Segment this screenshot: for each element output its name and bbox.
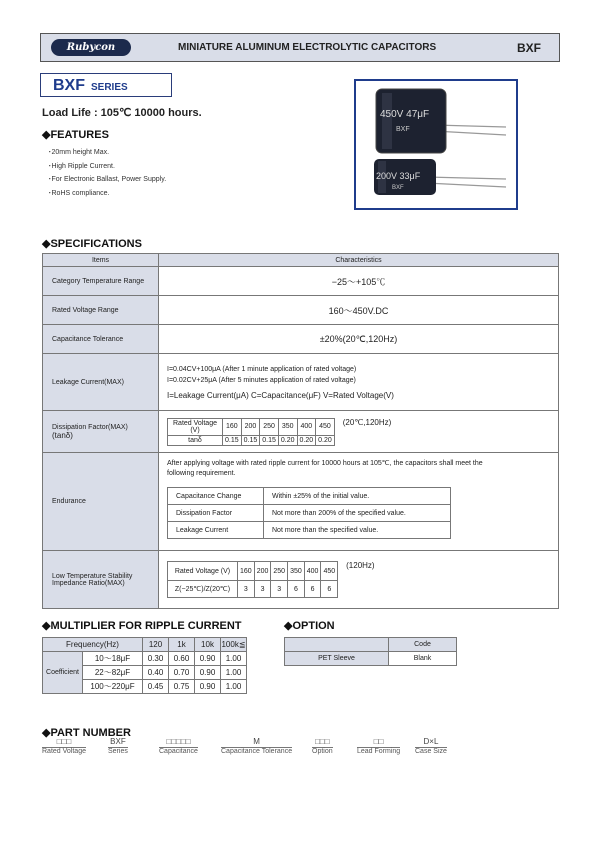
header-series-code: BXF	[517, 40, 541, 55]
cap1-series: BXF	[396, 126, 410, 133]
coefficient-value: 0.90	[195, 652, 221, 666]
cap2-label: 200V 33μF	[376, 171, 421, 181]
feature-item: ･High Ripple Current.	[48, 162, 115, 170]
capacitance-range: 22～82μF	[83, 666, 143, 680]
brand-logo: Rubycon	[51, 39, 131, 56]
lowtemp-label-2: Impedance Ratio(MAX)	[52, 579, 125, 587]
df-value-cell: 0.20	[316, 435, 335, 445]
lowtemp-value	[159, 551, 559, 609]
coefficient-value: 0.30	[143, 652, 169, 666]
endurance-label: Endurance	[43, 453, 159, 551]
df-value-cell: 0.15	[223, 435, 242, 445]
df-label-1: Dissipation Factor(MAX)	[52, 423, 128, 431]
tolerance-label: Capacitance Tolerance	[43, 325, 159, 354]
col-items: Items	[43, 254, 159, 267]
feature-item: ･RoHS compliance.	[48, 189, 110, 197]
endurance-param: Dissipation Factor	[168, 505, 264, 522]
temp-label: Category Temperature Range	[43, 267, 159, 296]
option-table	[284, 637, 457, 666]
frequency-label: Frequency(Hz)	[43, 638, 143, 652]
df-voltage: 250	[260, 418, 279, 435]
option-name: PET Sleeve	[285, 652, 389, 666]
frequency: 1k	[169, 638, 195, 652]
option-code: Blank	[389, 652, 457, 666]
features-list	[48, 146, 166, 200]
header-title: MINIATURE ALUMINUM ELECTROLYTIC CAPACITORS	[178, 42, 437, 53]
coefficient-value: 0.90	[195, 680, 221, 694]
lt-voltage: 350	[288, 562, 305, 581]
voltage-label: Rated Voltage Range	[43, 296, 159, 325]
lowtemp-table	[167, 561, 338, 598]
endurance-table	[167, 487, 451, 539]
df-label	[43, 411, 159, 453]
df-table	[167, 418, 335, 446]
df-note: (20℃,120Hz)	[342, 417, 392, 427]
coefficient-value: 0.70	[169, 666, 195, 680]
pn-code: □□□	[42, 737, 86, 748]
endurance-text: After applying voltage with rated ripple current for 10000 hours at 105℃, the capacitors shall meet the following requirement.	[167, 460, 483, 477]
coefficient-value: 0.45	[143, 680, 169, 694]
tolerance-value: ±20%(20℃,120Hz)	[159, 325, 559, 354]
leakage-label: Leakage Current(MAX)	[43, 354, 159, 411]
df-header: Rated Voltage (V)	[168, 418, 223, 435]
coefficient-value: 1.00	[221, 680, 247, 694]
capacitor-illustration	[356, 81, 516, 208]
lt-voltage: 450	[321, 562, 338, 581]
endurance-value	[159, 453, 559, 551]
endurance-param: Capacitance Change	[168, 488, 264, 505]
coefficient-label: Coefficient	[43, 652, 83, 694]
leakage-value	[159, 354, 559, 411]
lt-note: (120Hz)	[346, 561, 375, 570]
df-value-cell: 0.20	[278, 435, 297, 445]
pn-label: Option	[312, 748, 333, 755]
coefficient-value: 1.00	[221, 652, 247, 666]
multiplier-title: ◆MULTIPLIER FOR RIPPLE CURRENT	[42, 620, 242, 632]
cap1-label: 450V 47μF	[380, 109, 430, 120]
lt-voltage: 400	[304, 562, 321, 581]
multiplier-table	[42, 637, 247, 694]
pn-code: D×L	[415, 737, 447, 748]
pn-code: □□□□□	[159, 737, 198, 748]
part-number-title: ◆PART NUMBER	[42, 727, 131, 739]
lt-value-cell: 3	[238, 581, 255, 598]
pn-label: Capacitance Tolerance	[221, 748, 293, 755]
df-value	[159, 411, 559, 453]
leakage-line-3: I=Leakage Current(μA) C=Capacitance(μF) V=Rated Voltage(V)	[167, 390, 394, 400]
header-bar	[40, 33, 560, 62]
pn-option	[312, 737, 333, 755]
specifications-title: ◆SPECIFICATIONS	[42, 238, 142, 250]
coefficient-value: 1.00	[221, 666, 247, 680]
features-title: ◆FEATURES	[42, 129, 109, 141]
temp-value: −25～+105℃	[159, 267, 559, 296]
lt-row-label: Z(−25℃)/Z(20℃)	[168, 581, 238, 598]
lowtemp-label	[43, 551, 159, 609]
pn-code: BXF	[108, 737, 128, 748]
pn-label: Series	[108, 748, 128, 755]
pn-code: □□	[357, 737, 400, 748]
endurance-param: Leakage Current	[168, 522, 264, 539]
lt-value-cell: 3	[271, 581, 288, 598]
lt-value-cell: 6	[321, 581, 338, 598]
pn-label: Case Size	[415, 748, 447, 755]
option-code-header: Code	[389, 638, 457, 652]
frequency: 10k	[195, 638, 221, 652]
series-label: SERIES	[91, 82, 128, 93]
pn-label: Rated Voltage	[42, 748, 86, 755]
coefficient-value: 0.60	[169, 652, 195, 666]
endurance-criteria: Not more than 200% of the specified value.	[264, 505, 451, 522]
lt-value-cell: 6	[304, 581, 321, 598]
capacitance-range: 10～18μF	[83, 652, 143, 666]
pn-capacitance	[159, 737, 198, 755]
load-life: Load Life : 105℃ 10000 hours.	[42, 107, 202, 119]
df-value-cell: 0.15	[260, 435, 279, 445]
lowtemp-label-1: Low Temperature Stability	[52, 572, 133, 580]
lt-value-cell: 6	[288, 581, 305, 598]
df-voltage: 450	[316, 418, 335, 435]
pn-series	[108, 737, 128, 755]
lt-value-cell: 3	[254, 581, 271, 598]
option-title: ◆OPTION	[284, 620, 335, 632]
lt-header: Rated Voltage (V)	[168, 562, 238, 581]
feature-item: ･20mm height Max.	[48, 149, 110, 156]
product-photo	[354, 79, 518, 210]
df-label-2: (tanδ)	[52, 430, 73, 440]
voltage-value: 160～450V.DC	[159, 296, 559, 325]
pn-label: Lead Forming	[357, 748, 401, 755]
pn-code: M	[221, 737, 292, 748]
lt-voltage: 200	[254, 562, 271, 581]
pn-rated-voltage	[42, 737, 86, 755]
coefficient-value: 0.90	[195, 666, 221, 680]
endurance-criteria: Within ±25% of the initial value.	[264, 488, 451, 505]
df-value-cell: 0.20	[297, 435, 316, 445]
specifications-table	[42, 253, 559, 609]
endurance-criteria: Not more than the specified value.	[264, 522, 451, 539]
leakage-line-2: I=0.02CV+25μA (After 5 minutes application of rated voltage)	[167, 376, 356, 384]
option-blank-header	[285, 638, 389, 652]
df-voltage: 400	[297, 418, 316, 435]
df-voltage: 350	[278, 418, 297, 435]
col-characteristics: Characteristics	[159, 254, 559, 267]
series-name: BXF	[53, 77, 85, 94]
lt-voltage: 250	[271, 562, 288, 581]
frequency: 120	[143, 638, 169, 652]
frequency: 100k≦	[221, 638, 247, 652]
feature-item: ･For Electronic Ballast, Power Supply.	[48, 176, 167, 183]
leakage-line-1: I=0.04CV+100μA (After 1 minute application of rated voltage)	[167, 365, 357, 373]
df-voltage: 200	[241, 418, 260, 435]
pn-code: □□□	[312, 737, 333, 748]
cap2-series: BXF	[392, 185, 404, 191]
df-row-label: tanδ	[168, 435, 223, 445]
coefficient-value: 0.75	[169, 680, 195, 694]
series-box	[40, 73, 172, 97]
coefficient-value: 0.40	[143, 666, 169, 680]
pn-lead-forming	[357, 737, 400, 755]
pn-tolerance	[221, 737, 292, 755]
df-voltage: 160	[223, 418, 242, 435]
lt-voltage: 160	[238, 562, 255, 581]
capacitance-range: 100～220μF	[83, 680, 143, 694]
pn-label: Capacitance	[159, 748, 198, 755]
pn-case-size	[415, 737, 447, 755]
df-value-cell: 0.15	[241, 435, 260, 445]
